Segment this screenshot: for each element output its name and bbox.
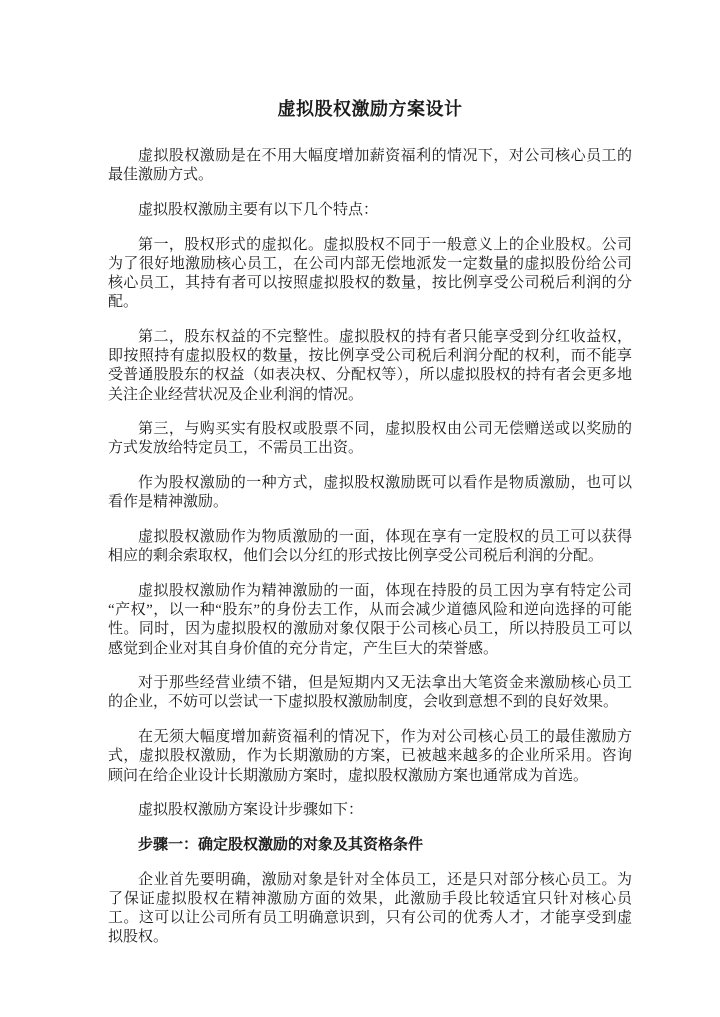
paragraph-steps-lead: 虚拟股权激励方案设计步骤如下：	[138, 802, 364, 819]
paragraph-material-side: 虚拟股权激励作为物质激励的一面，体现在享有一定股权的员工可以获得相应的剩余索取权，他们会以分红的形式按比例享受公司税后利润的分配。	[108, 529, 632, 565]
paragraph-feature-1: 第一，股权形式的虚拟化。虚拟股权不同于一般意义上的企业股权。公司为了很好地激励核心员工，在公司内部无偿地派发一定数量的虚拟股份给公司核心员工，其持有者可以按照虚拟股权的数量，按比例享受公司税后利润的分配。	[108, 236, 632, 311]
paragraph-feature-2: 第二，股东权益的不完整性。虚拟股权的持有者只能享受到分红收益权，即按照持有虚拟股权的数量，按比例享受公司税后利润分配的权利，而不能享受普通股股东的权益（如表决权、分配权等），所以虚拟股权的持有者会更多地关注企业经营状况及企业利润的情况。	[108, 328, 632, 403]
document-title: 虚拟股权激励方案设计	[277, 99, 463, 119]
paragraph-features-lead: 虚拟股权激励主要有以下几个特点：	[138, 201, 379, 218]
section-heading-step-1: 步骤一：确定股权激励的对象及其资格条件	[138, 836, 424, 853]
paragraph-spiritual-side: 虚拟股权激励作为精神激励的一面，体现在持股的员工因为享有特定公司“产权”，以一种“股东”的身份去工作，从而会减少道德风险和逆向选择的可能性。同时，因为虚拟股权的激励对象仅限于公司核心员工，所以持股员工可以感觉到企业对其自身价值的充分肯定，产生巨大的荣誉感。	[108, 582, 632, 657]
paragraph-adoption: 在无须大幅度增加薪资福利的情况下，作为对公司核心员工的最佳激励方式，虚拟股权激励，作为长期激励的方案，已被越来越多的企业所采用。咨询顾问在给企业设计长期激励方案时，虚拟股权激励方案也通常成为首选。	[108, 729, 632, 784]
paragraph-step-1-body: 企业首先要明确，激励对象是针对全体员工，还是只对部分核心员工。为了保证虚拟股权在精神激励方面的效果，此激励手段比较适宜只针对核心员工。这可以让公司所有员工明确意识到，只有公司的优秀人才，才能享受到虚拟股权。	[108, 871, 632, 946]
paragraph-intro: 虚拟股权激励是在不用大幅度增加薪资福利的情况下，对公司核心员工的最佳激励方式。	[108, 148, 632, 184]
paragraph-feature-3: 第三，与购买实有股权或股票不同，虚拟股权由公司无偿赠送或以奖励的方式发放给特定员工，不需员工出资。	[108, 421, 632, 457]
paragraph-recommendation: 对于那些经营业绩不错，但是短期内又无法拿出大笔资金来激励核心员工的企业，不妨可以尝试一下虚拟股权激励制度，会收到意想不到的良好效果。	[108, 675, 632, 711]
document-content	[108, 96, 632, 948]
paragraph-incentive-type: 作为股权激励的一种方式，虚拟股权激励既可以看作是物质激励，也可以看作是精神激励。	[108, 475, 632, 511]
